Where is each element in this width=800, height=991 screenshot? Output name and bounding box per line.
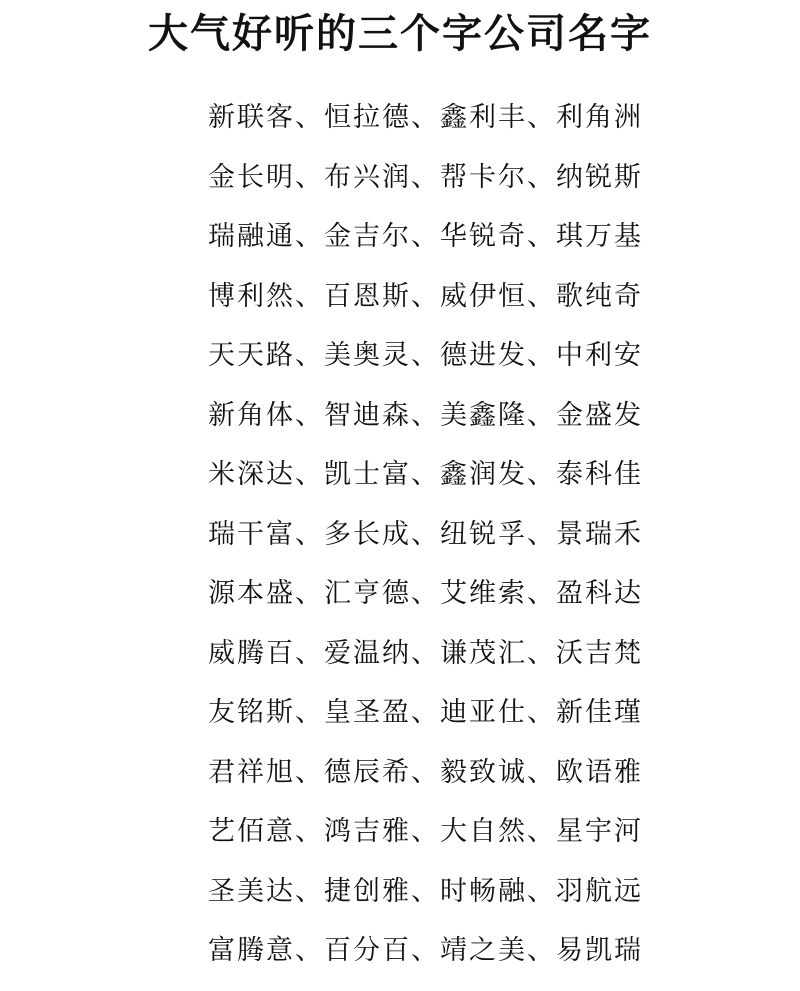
list-item: 圣美达、捷创雅、时畅融、羽航远 bbox=[208, 875, 643, 907]
list-item: 新联客、恒拉德、鑫利丰、利角洲 bbox=[208, 102, 643, 133]
list-item: 瑞干富、多长成、纽锐孚、景瑞禾 bbox=[208, 518, 643, 550]
list-item: 艺佰意、鸿吉雅、大自然、星宇河 bbox=[208, 816, 643, 847]
list-item: 新角体、智迪森、美鑫隆、金盛发 bbox=[208, 399, 643, 431]
list-item: 金长明、布兴润、帮卡尔、纳锐斯 bbox=[208, 161, 643, 193]
list-item: 源本盛、汇亨德、艾维索、盈科达 bbox=[208, 578, 643, 609]
list-item: 威腾百、爱温纳、谦茂汇、沃吉梵 bbox=[208, 637, 643, 669]
list-item: 瑞融通、金吉尔、华锐奇、琪万基 bbox=[208, 221, 643, 252]
list-item: 君祥旭、德辰希、毅致诚、欧语雅 bbox=[208, 756, 643, 788]
list-item: 友铭斯、皇圣盈、迪亚仕、新佳瑾 bbox=[208, 697, 643, 728]
name-list bbox=[208, 98, 643, 991]
list-item: 博利然、百恩斯、威伊恒、歌纯奇 bbox=[208, 280, 643, 312]
list-item: 天天路、美奥灵、德进发、中利安 bbox=[208, 340, 643, 371]
list-item: 富腾意、百分百、靖之美、易凯瑞 bbox=[208, 935, 643, 966]
list-item: 米深达、凯士富、鑫润发、泰科佳 bbox=[208, 459, 643, 490]
page-title: 大气好听的三个字公司名字 bbox=[148, 11, 652, 57]
